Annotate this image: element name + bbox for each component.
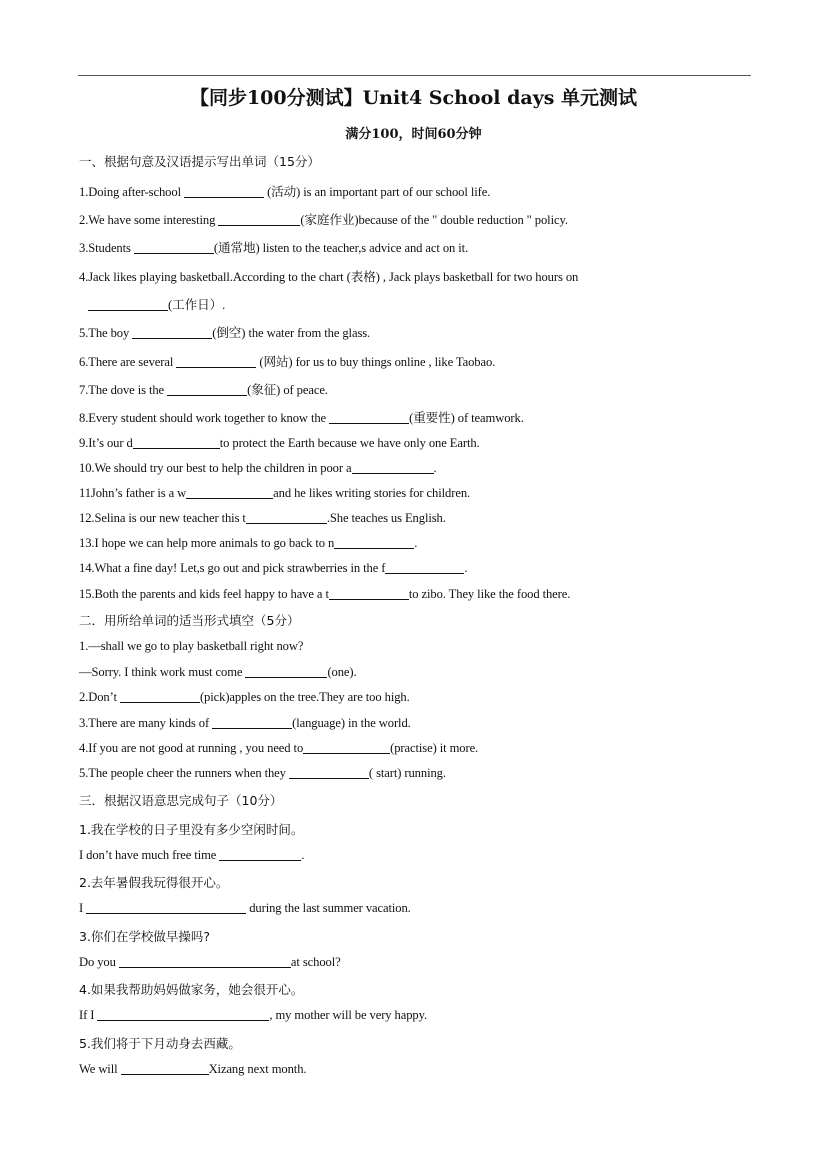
answer-blank[interactable] <box>120 689 200 703</box>
answer-blank[interactable] <box>246 510 327 524</box>
question-1-13: 13.I hope we can help more animals to go back to n . <box>79 536 418 550</box>
answer-blank[interactable] <box>121 1061 209 1075</box>
answer-blank[interactable] <box>218 212 300 226</box>
question-1-4-cont: (工作日）. <box>88 294 225 313</box>
question-1-12: 12.Selina is our new teacher this t .She teaches us English. <box>79 511 446 525</box>
answer-blank[interactable] <box>176 354 256 368</box>
answer-blank[interactable] <box>245 664 327 678</box>
answer-blank[interactable] <box>134 240 214 254</box>
question-1-1: 1.Doing after-school (活动) is an important part of our school life. <box>79 185 491 199</box>
answer-blank[interactable] <box>219 847 301 861</box>
question-3-5-prompt: 5.我们将于下月动身去西藏。 <box>79 1036 241 1051</box>
question-3-3-prompt: 3.你们在学校做早操吗? <box>79 929 211 944</box>
answer-blank[interactable] <box>329 586 409 600</box>
question-1-6: 6.There are several (网站) for us to buy things online , like Taobao. <box>79 355 496 369</box>
question-2-5: 5.The people cheer the runners when they ( start) running. <box>79 766 446 780</box>
answer-blank[interactable] <box>385 560 464 574</box>
answer-blank[interactable] <box>133 435 220 449</box>
question-3-4-prompt: 4.如果我帮助妈妈做家务，她会很开心。 <box>79 982 304 997</box>
question-3-4: If I , my mother will be very happy. <box>79 1008 428 1022</box>
question-3-1-prompt: 1.我在学校的日子里没有多少空闲时间。 <box>79 822 304 837</box>
answer-blank[interactable] <box>167 382 247 396</box>
question-1-15: 15.Both the parents and kids feel happy to have a t to zibo. They like the food there. <box>79 587 571 601</box>
question-3-3: Do you at school? <box>79 955 341 969</box>
answer-blank[interactable] <box>334 535 414 549</box>
answer-blank[interactable] <box>88 297 168 311</box>
question-3-2: I during the last summer vacation. <box>79 901 411 915</box>
answer-blank[interactable] <box>97 1007 269 1021</box>
question-1-14: 14.What a fine day! Let,s go out and pick strawberries in the f . <box>79 561 468 575</box>
answer-blank[interactable] <box>352 460 434 474</box>
question-1-8: 8.Every student should work together to know the (重要性) of teamwork. <box>79 411 524 425</box>
answer-blank[interactable] <box>212 715 292 729</box>
question-1-7: 7.The dove is the (象征) of peace. <box>79 383 328 397</box>
question-1-9: 9.It’s our d to protect the Earth because we have only one Earth. <box>79 436 480 450</box>
question-1-11: 11John’s father is a w and he likes writing stories for children. <box>79 486 471 500</box>
score-time-subtitle: 满分100，时间60分钟 <box>345 127 482 142</box>
page-title: 【同步100分测试】Unit4 School days 单元测试 <box>189 87 638 109</box>
question-3-5: We will Xizang next month. <box>79 1062 307 1076</box>
question-1-4: 4.Jack likes playing basketball.According to the chart (表格) , Jack plays basketball for two hours on <box>79 270 579 284</box>
question-3-1: I don’t have much free time . <box>79 848 305 862</box>
answer-blank[interactable] <box>119 954 291 968</box>
question-2-3: 3.There are many kinds of (language) in the world. <box>79 716 411 730</box>
answer-blank[interactable] <box>186 485 273 499</box>
section3-heading: 三．根据汉语意思完成句子（10分） <box>79 793 283 808</box>
question-1-3: 3.Students (通常地) listen to the teacher,s advice and act on it. <box>79 241 469 255</box>
question-1-2: 2.We have some interesting (家庭作业)because of the " double reduction " policy. <box>79 213 568 227</box>
answer-blank[interactable] <box>132 325 212 339</box>
question-2-4: 4.If you are not good at running , you need to (practise) it more. <box>79 741 479 755</box>
answer-blank[interactable] <box>329 410 409 424</box>
question-2-1: 1.—shall we go to play basketball right now? <box>79 639 304 653</box>
answer-blank[interactable] <box>303 740 390 754</box>
answer-blank[interactable] <box>86 900 246 914</box>
section2-heading: 二．用所给单词的适当形式填空（5分） <box>79 613 300 628</box>
answer-blank[interactable] <box>289 765 369 779</box>
question-2-1-reply: —Sorry. I think work must come (one). <box>79 665 357 679</box>
section1-heading: 一、根据句意及汉语提示写出单词（15分） <box>79 154 320 169</box>
question-1-10: 10.We should try our best to help the children in poor a . <box>79 461 437 475</box>
question-1-5: 5.The boy (倒空) the water from the glass. <box>79 326 371 340</box>
question-2-2: 2.Don’t (pick)apples on the tree.They are too high. <box>79 690 410 704</box>
answer-blank[interactable] <box>184 184 264 198</box>
question-3-2-prompt: 2.去年暑假我玩得很开心。 <box>79 875 229 890</box>
header-rule <box>78 75 751 76</box>
